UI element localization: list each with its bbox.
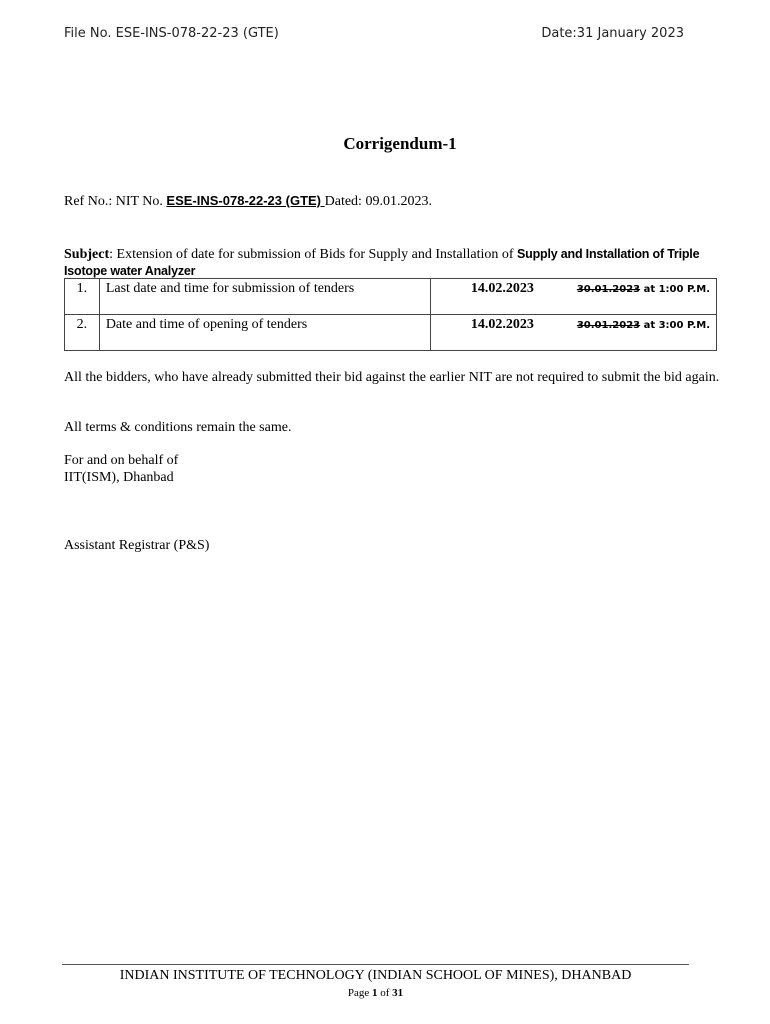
new-date: 14.02.2023 (470, 317, 534, 332)
time-text: at 3:00 P.M. (640, 320, 710, 331)
on-behalf-line: For and on behalf of (64, 453, 179, 468)
new-date: 14.02.2023 (470, 281, 534, 296)
ref-code: ESE-INS-078-22-23 (GTE) (166, 193, 325, 208)
subject-label: Subject (64, 247, 110, 262)
file-number: File No. ESE-INS-078-22-23 (GTE) (64, 26, 279, 41)
reference-line (64, 193, 432, 210)
page-total: 31 (392, 987, 404, 999)
ref-prefix: Ref No.: NIT No. (64, 194, 167, 209)
terms-note: All terms & conditions remain the same. (64, 420, 292, 435)
page-title: Corrigendum-1 (343, 134, 457, 153)
ref-dated: Dated: 09.01.2023. (324, 194, 432, 209)
dates-table (64, 278, 717, 351)
table-row (65, 279, 717, 315)
subject-text: : Extension of date for submission of Bids for Supply and Installation of (109, 247, 518, 262)
institute-short-name: IIT(ISM), Dhanbad (64, 470, 174, 485)
bidders-note: All the bidders, who have already submitted their bid against the earlier NIT are not required to submit the bid again. (64, 370, 720, 385)
page-of: of (377, 987, 393, 999)
document-date: Date:31 January 2023 (541, 26, 684, 41)
subject-line (64, 246, 724, 280)
old-date-struck: 30.01.2023 (576, 320, 641, 331)
on-behalf-block (64, 452, 724, 486)
footer-divider (62, 964, 689, 965)
table-row (65, 315, 717, 351)
old-date-struck: 30.01.2023 (576, 284, 641, 295)
row-dates (430, 315, 716, 351)
page-current: 1 (371, 987, 378, 999)
row-number: 1. (65, 279, 100, 315)
row-description: Last date and time for submission of tenders (99, 279, 430, 315)
page-number (62, 987, 689, 999)
footer-institute: INDIAN INSTITUTE OF TECHNOLOGY (INDIAN SCHOOL OF MINES), DHANBAD (119, 968, 632, 983)
row-description: Date and time of opening of tenders (99, 315, 430, 351)
time-text: at 1:00 P.M. (640, 284, 710, 295)
page-prefix: Page (347, 987, 372, 999)
row-dates (430, 279, 716, 315)
row-number: 2. (65, 315, 100, 351)
signatory: Assistant Registrar (P&S) (64, 538, 210, 553)
subject-item: Supply and Installation of Triple Isotope water Analyzer (64, 247, 700, 278)
